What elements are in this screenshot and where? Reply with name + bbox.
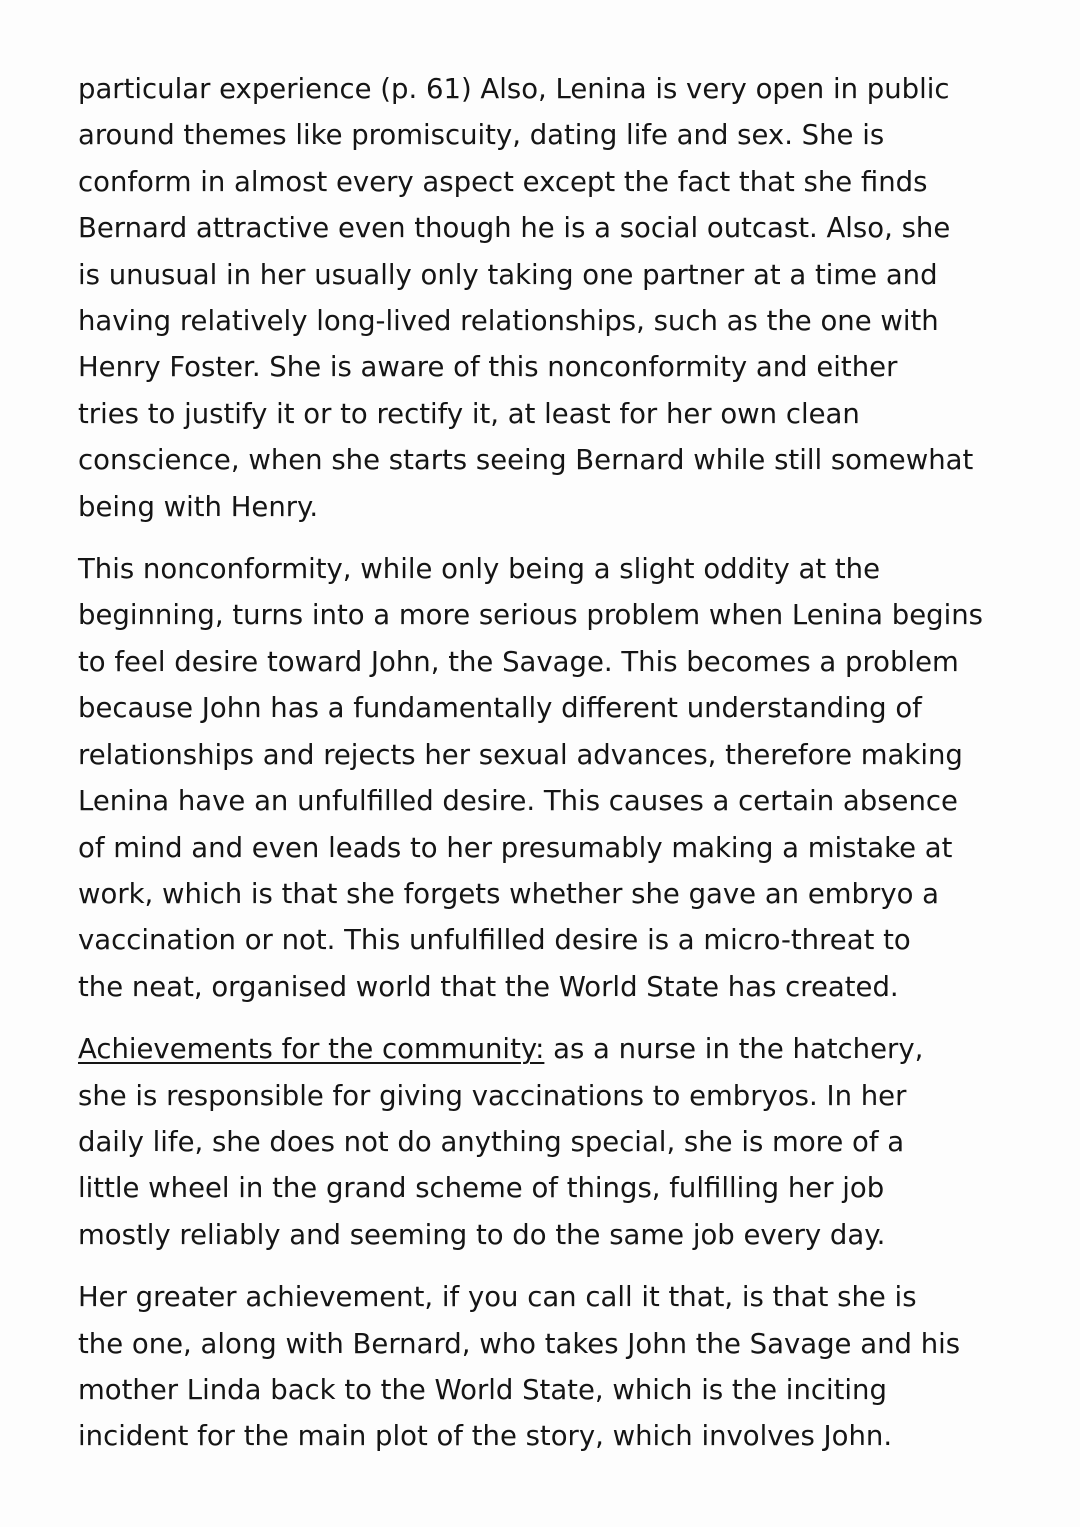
text-line: daily life, she does not do anything special, she is more of a: [78, 1125, 905, 1158]
text-line: beginning, turns into a more serious problem when Lenina begins: [78, 599, 983, 632]
heading-line-rest: as a nurse in the hatchery,: [544, 1033, 924, 1066]
text-line: having relatively long-lived relationships, such as the one with: [78, 305, 939, 338]
text-line: [78, 1026, 1008, 1072]
text-line: mostly reliably and seeming to do the same job every day.: [78, 1218, 886, 1251]
paragraph-2: [78, 546, 1008, 1010]
text-line: the one, along with Bernard, who takes John the Savage and his: [78, 1327, 961, 1360]
text-line: work, which is that she forgets whether she gave an embryo a: [78, 877, 940, 910]
text-line: Bernard attractive even though he is a social outcast. Also, she: [78, 212, 951, 245]
text-line: of mind and even leads to her presumably making a mistake at: [78, 831, 953, 864]
paragraph-4: [78, 1274, 1008, 1460]
text-line: This nonconformity, while only being a slight oddity at the: [78, 553, 880, 586]
text-line: Her greater achievement, if you can call it that, is that she is: [78, 1281, 917, 1314]
text-line: around themes like promiscuity, dating life and sex. She is: [78, 119, 885, 152]
text-line: the neat, organised world that the World State has created.: [78, 970, 899, 1003]
text-line: mother Linda back to the World State, which is the inciting: [78, 1373, 887, 1406]
text-line: to feel desire toward John, the Savage. This becomes a problem: [78, 645, 959, 678]
text-line: Lenina have an unfulfilled desire. This causes a certain absence: [78, 785, 958, 818]
text-line: is unusual in her usually only taking one partner at a time and: [78, 258, 938, 291]
text-line: because John has a fundamentally different understanding of: [78, 692, 922, 725]
text-line: Henry Foster. She is aware of this nonconformity and either: [78, 351, 898, 384]
text-line: little wheel in the grand scheme of things, fulfilling her job: [78, 1172, 885, 1205]
text-line: conform in almost every aspect except the fact that she finds: [78, 165, 928, 198]
text-line: she is responsible for giving vaccinations to embryos. In her: [78, 1079, 907, 1112]
section-heading: Achievements for the community:: [78, 1033, 545, 1066]
text-line: vaccination or not. This unfulfilled desire is a micro-threat to: [78, 924, 911, 957]
paragraph-3: [78, 1026, 1008, 1258]
document-page: [78, 66, 1008, 1476]
paragraph-1: [78, 66, 1008, 530]
text-line: relationships and rejects her sexual advances, therefore making: [78, 738, 963, 771]
text-line: particular experience (p. 61) Also, Lenina is very open in public: [78, 73, 950, 105]
text-line: incident for the main plot of the story, which involves John.: [78, 1420, 893, 1453]
text-line: being with Henry.: [78, 490, 319, 523]
text-line: conscience, when she starts seeing Bernard while still somewhat: [78, 444, 974, 477]
text-line: tries to justify it or to rectify it, at least for her own clean: [78, 397, 860, 430]
